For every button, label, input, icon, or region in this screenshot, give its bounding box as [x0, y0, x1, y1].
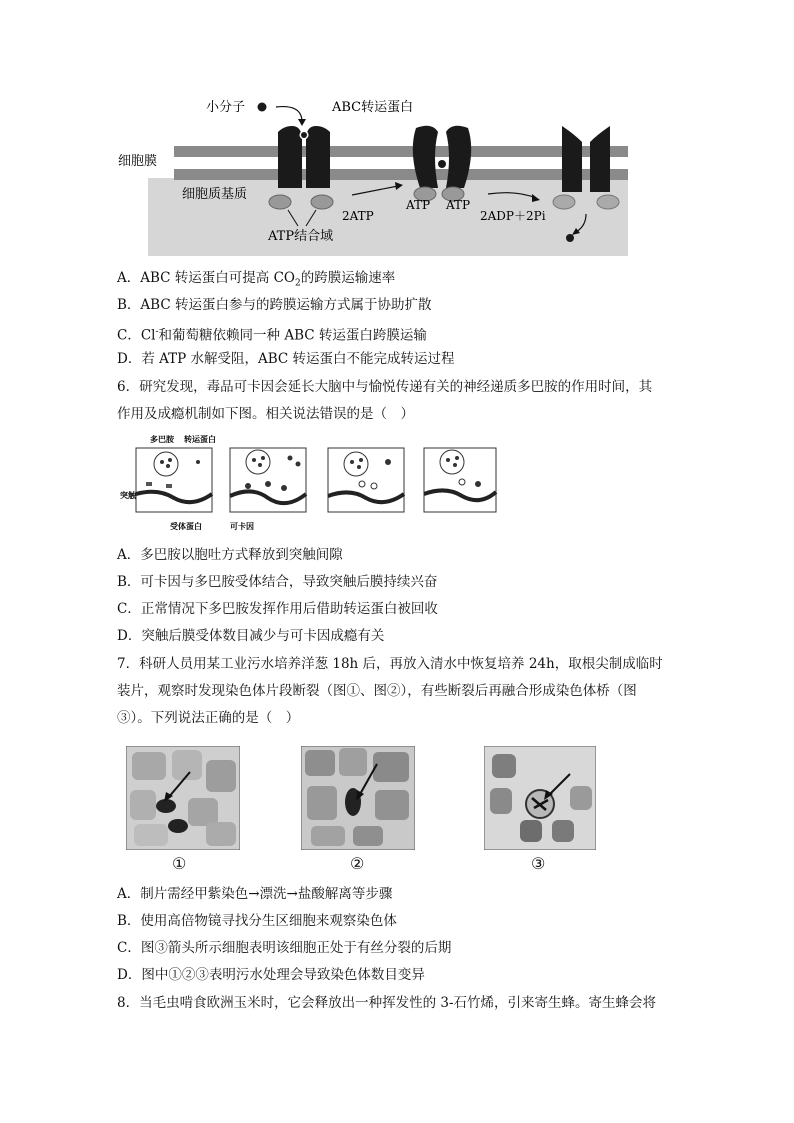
micrograph-label-3: ③ — [531, 854, 546, 873]
q6-stem-line2: 作用及成瘾机制如下图。相关说法错误的是（ ） — [117, 406, 414, 422]
micrograph-2 — [301, 746, 415, 850]
q7-option-a: A．制片需经甲紫染色→漂洗→盐酸解离等步骤 — [117, 886, 393, 902]
q6-option-a: A．多巴胺以胞吐方式释放到突触间隙 — [117, 547, 343, 563]
synapse-panel-1 — [136, 448, 212, 512]
dopamine-synapse-figure — [118, 432, 498, 536]
q6-option-b: B．可卡因与多巴胺受体结合，导致突触后膜持续兴奋 — [117, 574, 438, 590]
released-molecule — [566, 234, 574, 242]
membrane-lower-layer — [174, 169, 628, 180]
q5-option-a: A．ABC 转运蛋白可提高 $CO_2$的跨膜运输速率 — [117, 270, 396, 289]
membrane-upper-layer — [174, 146, 628, 157]
atp-domain-1a — [269, 195, 291, 209]
atp-domain-1b — [311, 195, 333, 209]
micrograph-1 — [126, 746, 240, 850]
label-cytoplasm: 细胞质基质 — [182, 187, 248, 202]
q5-option-b: B．ABC 转运蛋白参与的跨膜运输方式属于协助扩散 — [117, 297, 432, 313]
atp-domain-3b — [597, 195, 619, 209]
label-abc-protein: ABC转运蛋白 — [332, 100, 414, 115]
label-cell-membrane: 细胞膜 — [118, 154, 158, 169]
q7-stem-line3: ③）。下列说法正确的是（ ） — [117, 710, 300, 726]
micrograph-label-2: ② — [350, 854, 365, 873]
q7-option-d: D．图中①②③表明污水处理会导致染色体数目变异 — [117, 967, 425, 983]
q5-option-d: D．若 ATP 水解受阻，ABC 转运蛋白不能完成转运过程 — [117, 351, 455, 367]
micrograph-label-1: ① — [172, 854, 187, 873]
label-atp-domain: ATP结合域 — [268, 229, 334, 244]
micrograph-3 — [484, 746, 596, 850]
small-molecule-dot — [258, 103, 267, 112]
label-2atp: 2ATP — [342, 209, 374, 223]
fig-label-receptor: 受体蛋白 — [170, 521, 202, 531]
fig-label-cocaine: 可卡因 — [230, 521, 254, 531]
q7-stem-line1: 7．科研人员用某工业污水培养洋葱 18h 后，再放入清水中恢复培养 24h，取根尖制成临时 — [117, 656, 663, 672]
synapse-panel-2 — [230, 448, 306, 512]
q6-option-d: D．突触后膜受体数目减少与可卡因成瘾有关 — [117, 628, 385, 644]
q5-option-c: C．Cl-和葡萄糖依赖同一种 ABC 转运蛋白跨膜运输 — [117, 327, 427, 344]
label-atp-right: ATP — [446, 198, 471, 212]
q7-option-b: B．使用高倍物镜寻找分生区细胞来观察染色体 — [117, 913, 397, 929]
q7-stem-line2: 装片，观察时发现染色体片段断裂（图①、图②），有些断裂后再融合形成染色体桥（图 — [117, 683, 637, 699]
synapse-panel-3 — [328, 448, 404, 512]
entry-arrow — [276, 107, 302, 122]
fig-label-dopamine: 多巴胺 — [150, 434, 174, 444]
q6-stem-line1: 6．研究发现，毒品可卡因会延长大脑中与愉悦传递有关的神经递质多巴胺的作用时间，其 — [117, 379, 653, 395]
atp-domain-3a — [553, 195, 575, 209]
fig-label-transporter: 转运蛋白 — [184, 434, 216, 444]
label-small-molecule: 小分子 — [206, 100, 246, 115]
q8-stem-line1: 8．当毛虫啃食欧洲玉米时，它会释放出一种挥发性的 3-石竹烯，引来寄生蜂。寄生蜂会将 — [117, 995, 657, 1011]
synapse-panel-4 — [424, 448, 496, 512]
q7-option-c: C．图③箭头所示细胞表明该细胞正处于有丝分裂的后期 — [117, 940, 452, 956]
abc-transporter-figure — [116, 92, 636, 260]
q6-option-c: C．正常情况下多巴胺发挥作用后借助转运蛋白被回收 — [117, 601, 438, 617]
label-2adp: 2ADP＋2Pi — [480, 209, 546, 223]
fig-label-synapse: 突触 — [120, 490, 136, 500]
label-atp-left: ATP — [406, 198, 431, 212]
